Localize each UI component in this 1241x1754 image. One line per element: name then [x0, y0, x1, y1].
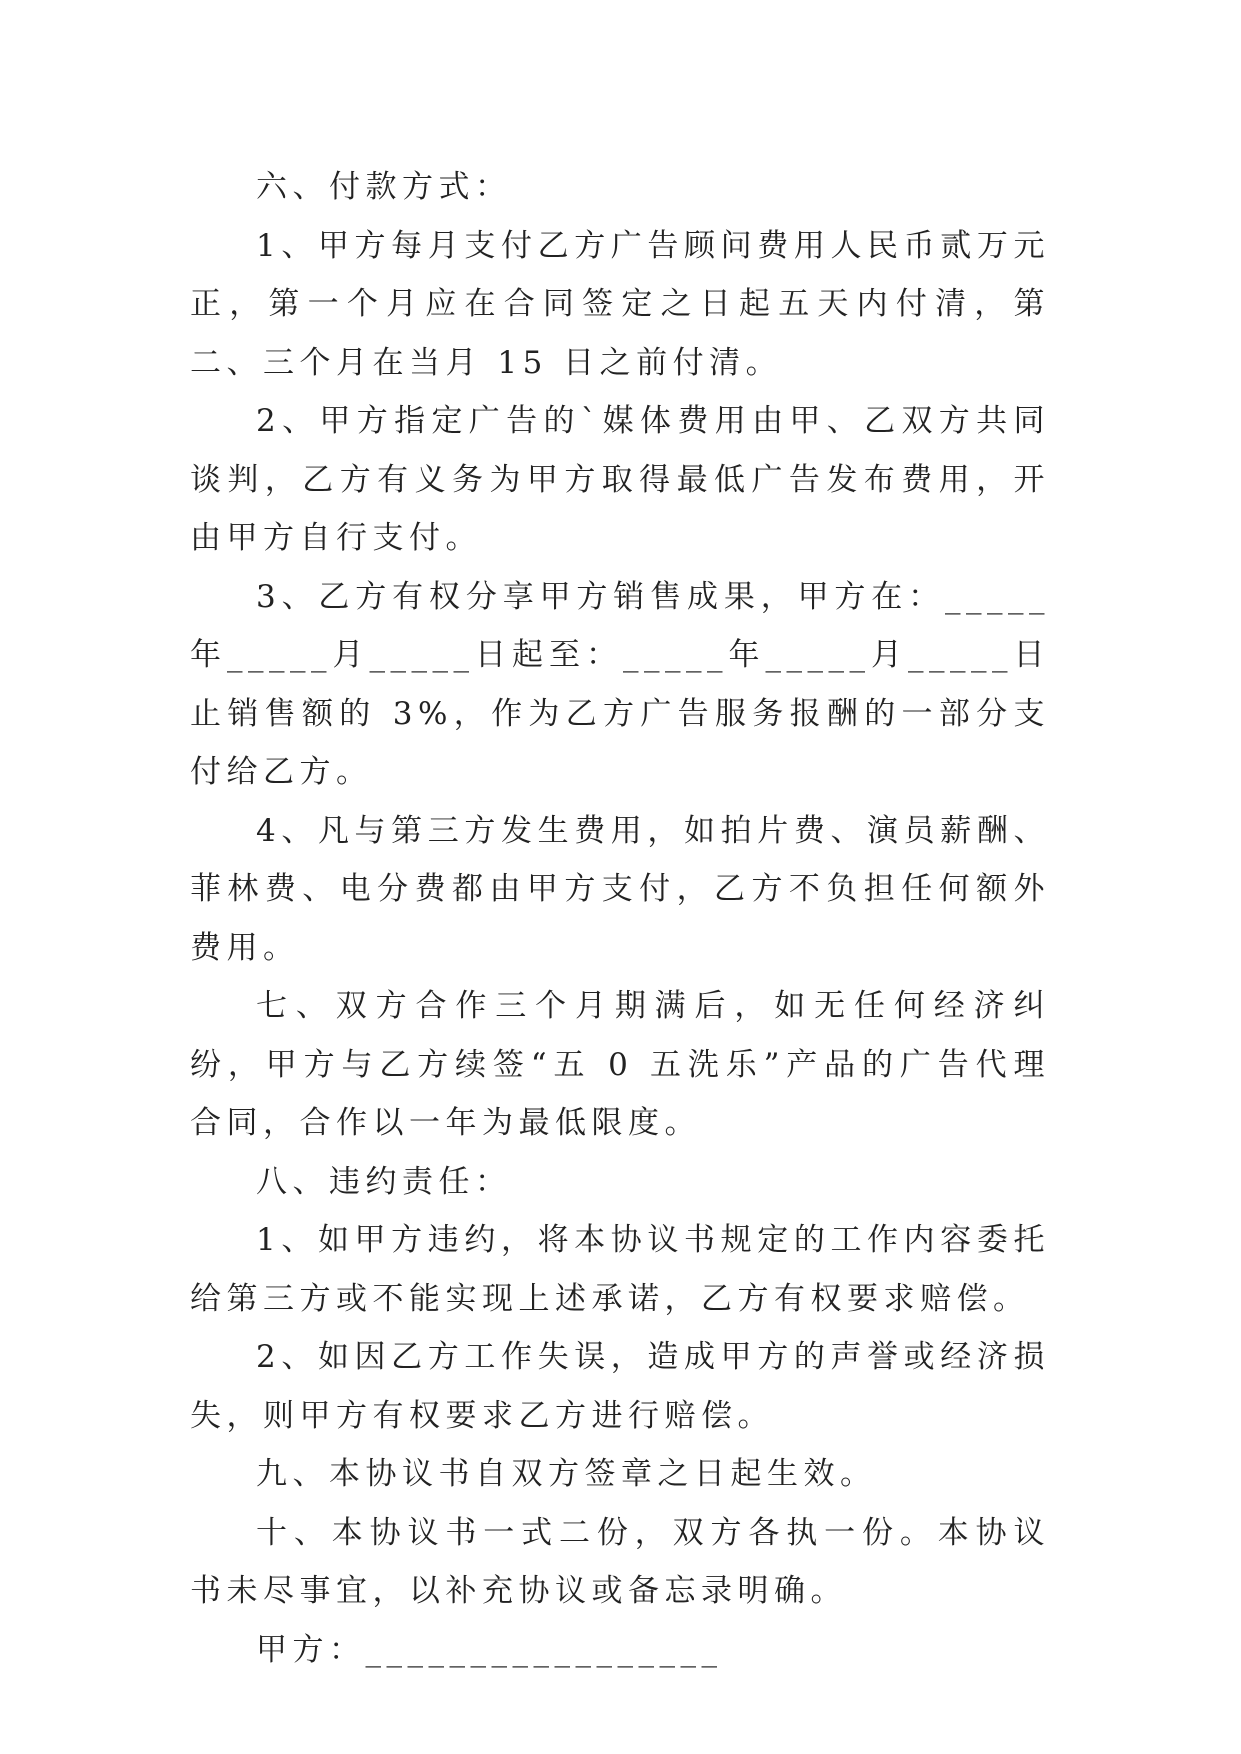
breach-clause-1: 1、如甲方违约，将本协议书规定的工作内容委托给第三方或不能实现上述承诺，乙方有权要求赔偿。: [190, 1222, 1050, 1317]
payment-clause-3: 3、乙方有权分享甲方销售成果，甲方在：_____年_____月_____日起至：_____年_____月_____日止销售额的 3%，作为乙方广告服务报酬的一部分支付给乙方。: [190, 578, 1050, 790]
section-copies: 十、本协议书一式二份，双方各执一份。本协议书未尽事宜，以补充协议或备忘录明确。: [190, 1514, 1050, 1609]
section-heading-breach: 八、违约责任：: [256, 1163, 512, 1200]
party-a-signature-line: 甲方：_________________: [256, 1631, 723, 1668]
payment-clause-1: 1、甲方每月支付乙方广告顾问费用人民币贰万元正，第一个月应在合同签定之日起五天内付清，第二、三个月在当月 15 日之前付清。: [190, 227, 1050, 381]
payment-clause-4: 4、凡与第三方发生费用，如拍片费、演员薪酬、菲林费、电分费都由甲方支付，乙方不负担任何额外费用。: [190, 812, 1050, 966]
section-effective-date: 九、本协议书自双方签章之日起生效。: [256, 1456, 877, 1492]
section-cooperation-renewal: 七、双方合作三个月期满后，如无任何经济纠纷，甲方与乙方续签“五 0 五洗乐”产品的广告代理合同，合作以一年为最低限度。: [190, 988, 1050, 1141]
breach-clause-2: 2、如因乙方工作失误，造成甲方的声誉或经济损失，则甲方有权要求乙方进行赔偿。: [190, 1339, 1050, 1434]
section-heading-payment: 六、付款方式：: [256, 169, 512, 205]
payment-clause-2: 2、甲方指定广告的`媒体费用由甲、乙双方共同谈判，乙方有义务为甲方取得最低广告发布费用，开由甲方自行支付。: [190, 403, 1050, 556]
document-body: [190, 158, 1050, 1679]
